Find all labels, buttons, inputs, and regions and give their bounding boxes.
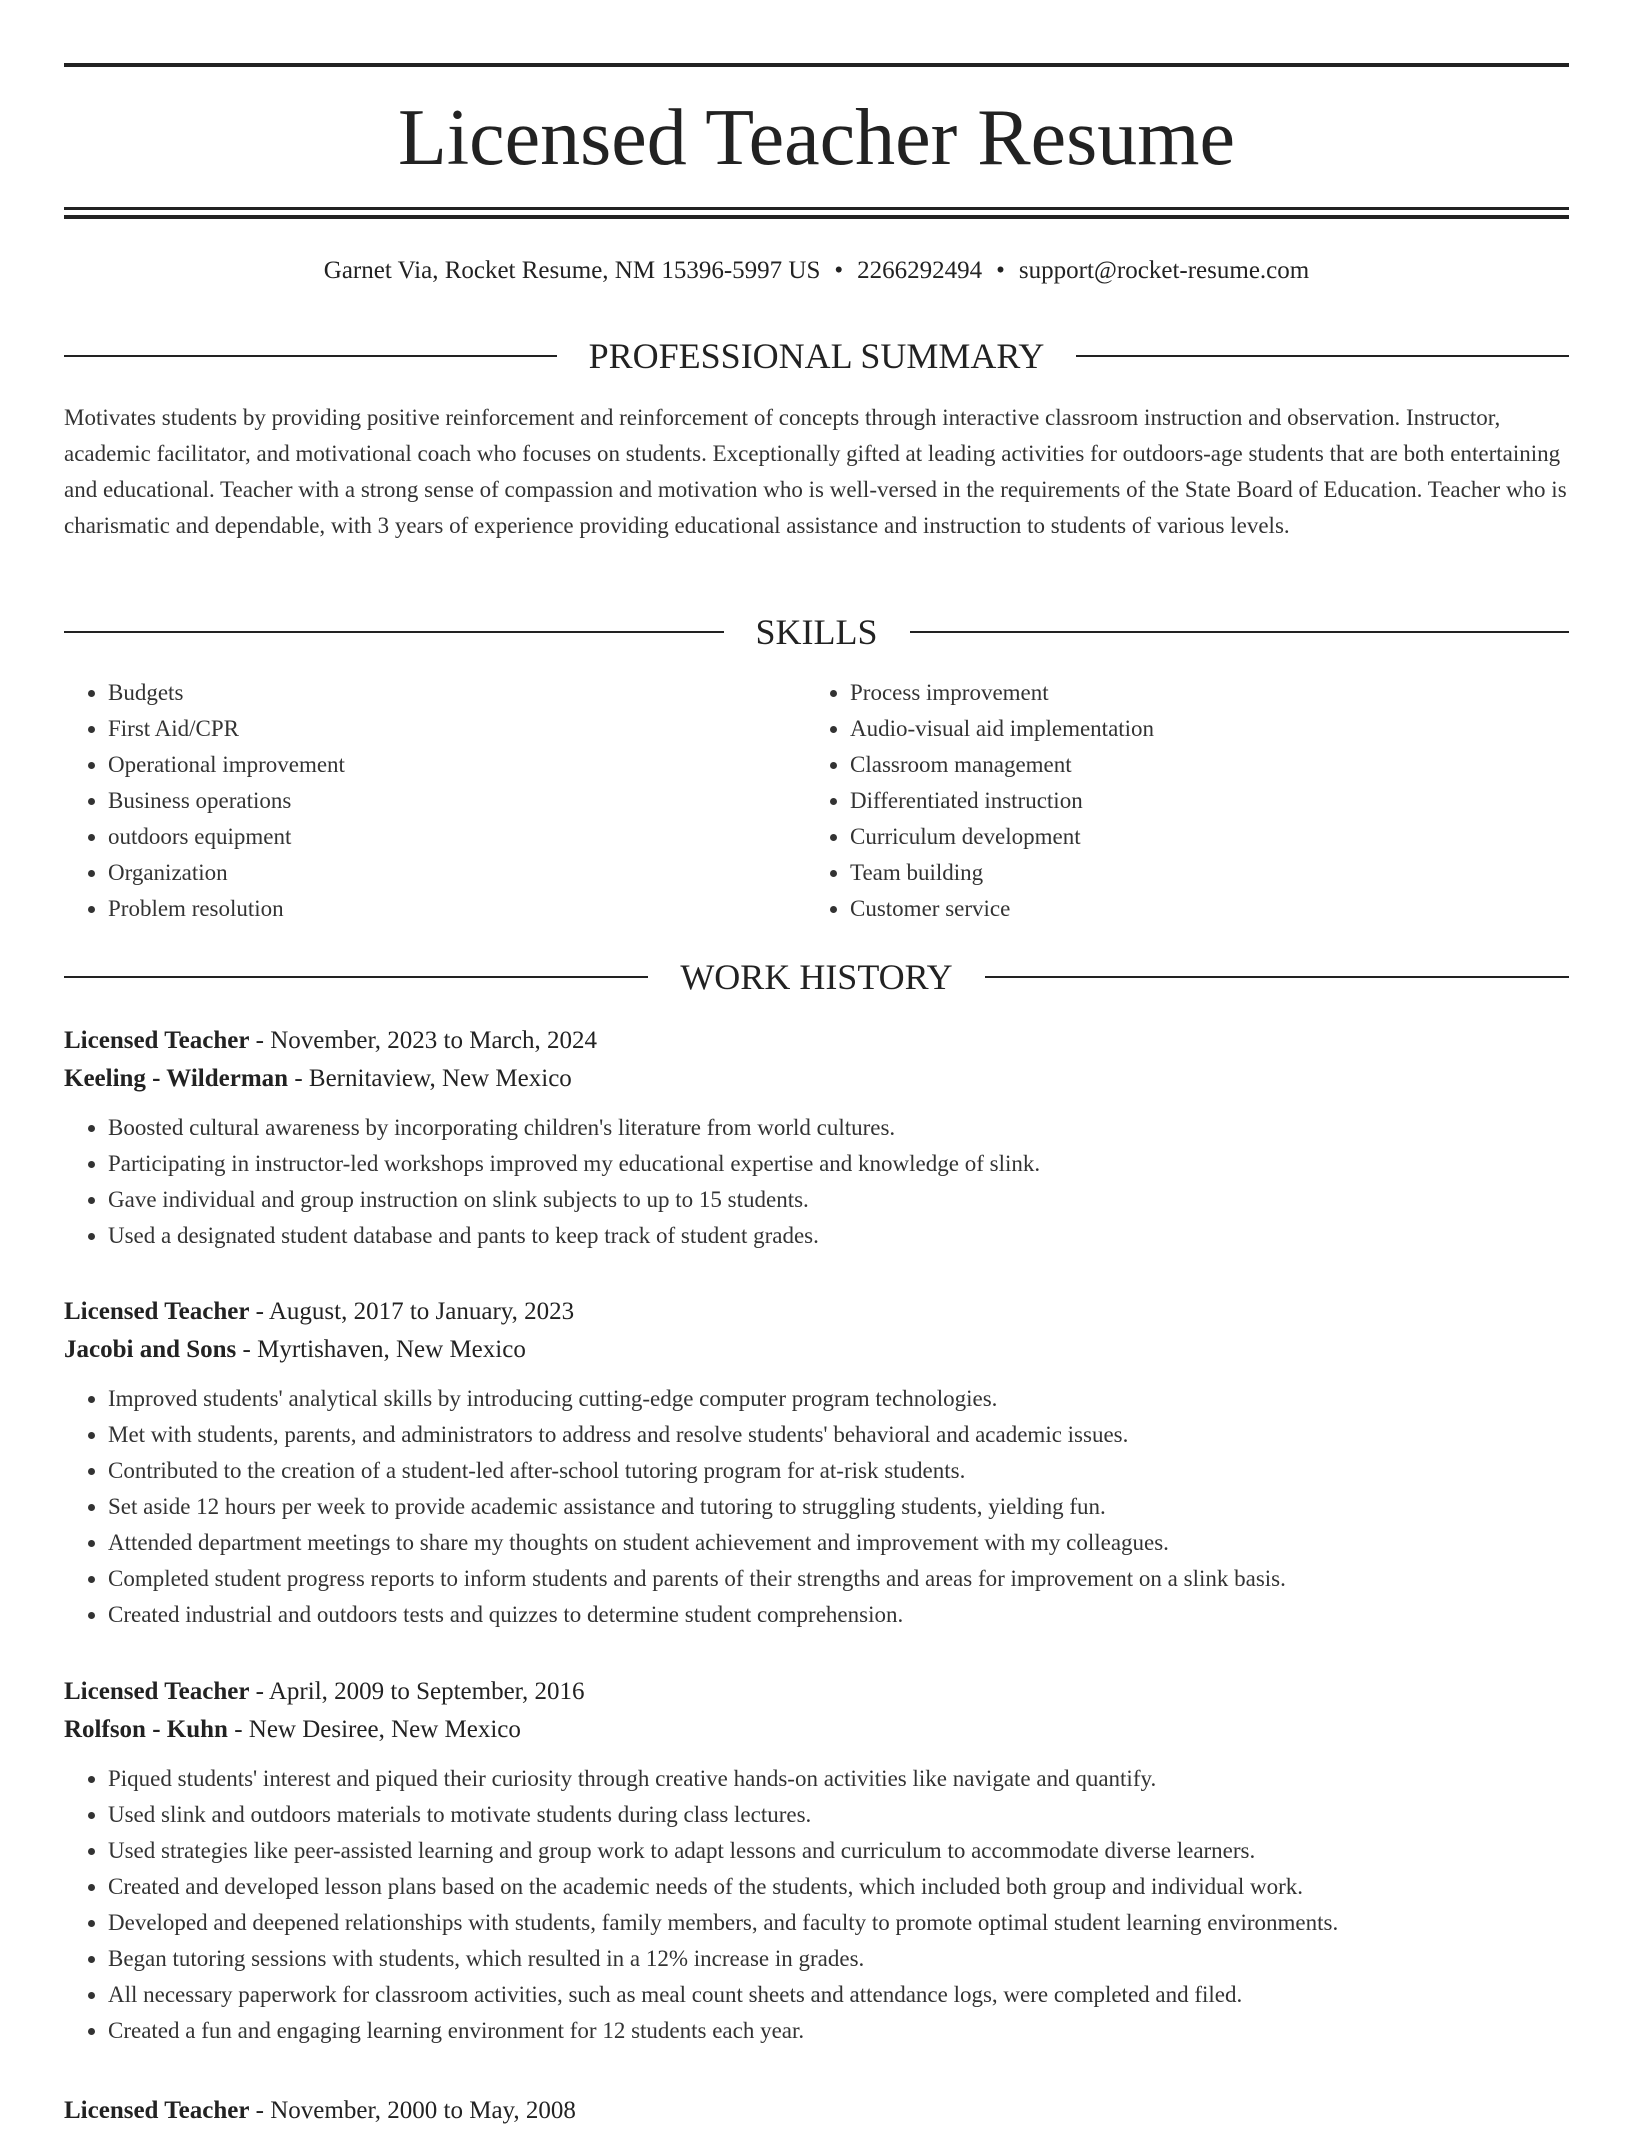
job-bullet: • Created a fun and engaging learning environment for 12 students each year. — [108, 2013, 1569, 2049]
skill-item: • Business operations — [108, 783, 806, 819]
contact-email: support@rocket-resume.com — [1018, 257, 1310, 284]
job-bullet: • Set aside 12 hours per week to provide academic assistance and tutoring to struggling students, yielding fun. — [108, 1489, 1569, 1525]
job-dates: August, 2017 to January, 2023 — [268, 1298, 575, 1325]
section-rule-right — [1076, 355, 1569, 357]
job-entry — [64, 1673, 1569, 2049]
job-employer: Jacobi and Sons - Myrtishaven, New Mexico — [64, 1336, 526, 1363]
skill-item: • Classroom management — [850, 747, 1548, 783]
job-title: Licensed Teacher — [64, 1298, 250, 1325]
job-bullet: • All necessary paperwork for classroom activities, such as meal count sheets and attendance logs, were completed and filed. — [108, 1977, 1569, 2013]
contact-separator: • — [996, 257, 1005, 284]
section-rule-left — [64, 631, 724, 633]
job-bullet: • Boosted cultural awareness by incorporating children's literature from world cultures. — [108, 1110, 1569, 1146]
skill-item: • Budgets — [108, 675, 806, 711]
job-heading: Licensed Teacher - November, 2000 to May, 2008 — [64, 2097, 576, 2124]
job-bullet: • Gave individual and group instruction on slink subjects to up to 15 students. — [108, 1182, 1569, 1218]
job-bullet: • Piqued students' interest and piqued their curiosity through creative hands-on activities like navigate and quantify. — [108, 1761, 1569, 1797]
job-dates: November, 2023 to March, 2024 — [270, 1027, 597, 1054]
job-heading: Licensed Teacher - November, 2023 to March, 2024 — [64, 1027, 597, 1054]
job-title: Licensed Teacher — [64, 1027, 250, 1054]
job-company: Jacobi and Sons — [64, 1336, 237, 1363]
skill-item: • Operational improvement — [108, 747, 806, 783]
contact-address: Garnet Via, Rocket Resume, NM 15396-5997 US — [323, 257, 821, 284]
section-rule-right — [910, 631, 1570, 633]
job-bullet: • Created and developed lesson plans based on the academic needs of the students, which included both group and individual work. — [108, 1869, 1569, 1905]
skills-column-right — [806, 675, 1548, 927]
skill-item: • Organization — [108, 855, 806, 891]
job-bullet: • Improved students' analytical skills by introducing cutting-edge computer program technologies. — [108, 1381, 1569, 1417]
job-title: Licensed Teacher — [64, 1678, 250, 1705]
section-rule-left — [64, 355, 557, 357]
job-bullet: • Used strategies like peer-assisted learning and group work to adapt lessons and curriculum to accommodate diverse learners. — [108, 1833, 1569, 1869]
contact-separator: • — [834, 257, 844, 284]
job-entry — [64, 1293, 1569, 1633]
job-bullet: • Contributed to the creation of a student-led after-school tutoring program for at-risk students. — [108, 1453, 1569, 1489]
job-bullet: • Began tutoring sessions with students, which resulted in a 12% increase in grades. — [108, 1941, 1569, 1977]
contact-phone: 2266292494 — [857, 257, 983, 284]
top-rule — [64, 63, 1569, 67]
job-bullet: • Developed and deepened relationships with students, family members, and faculty to promote optimal student learning environments. — [108, 1905, 1569, 1941]
job-bullet: • Participating in instructor-led workshops improved my educational expertise and knowledge of slink. — [108, 1146, 1569, 1182]
job-employer: Rolfson - Kuhn - New Desiree, New Mexico — [64, 1716, 521, 1743]
resume-title: Licensed Teacher Resume — [398, 94, 1235, 182]
section-title-work: WORK HISTORY — [680, 957, 953, 997]
skill-item: • Problem resolution — [108, 891, 806, 927]
job-employer: Keeling - Wilderman - Bernitaview, New Mexico — [64, 1065, 572, 1092]
summary-text: Motivates students by providing positive reinforcement and reinforcement of concepts through interactive classroom instruction and observation. Instructor, academic facilitator, and motivational coach who focuses on students. Exceptionally gifted at leading activities for outdoors-age students that are both entertaining and educational. Teacher with a strong sense of compassion and motivation who is well-versed in the requirements of the State Board of Education. Teacher who is charismatic and dependable, with 3 years of experience providing educational assistance and instruction to students of various levels. — [64, 405, 1567, 538]
skill-item: • Team building — [850, 855, 1548, 891]
job-location: Myrtishaven, New Mexico — [257, 1336, 526, 1363]
job-entry — [64, 1022, 1569, 1254]
section-title-summary: PROFESSIONAL SUMMARY — [588, 336, 1045, 376]
job-dates: November, 2000 to May, 2008 — [270, 2097, 576, 2124]
section-header-work — [64, 955, 1569, 999]
job-company: Keeling - Wilderman — [64, 1065, 289, 1092]
section-header-summary — [64, 334, 1569, 378]
job-bullets — [64, 1381, 1569, 1633]
contact-line — [64, 254, 1569, 288]
skill-item: • Differentiated instruction — [850, 783, 1548, 819]
section-rule-right — [985, 976, 1569, 978]
skill-item: • Audio-visual aid implementation — [850, 711, 1548, 747]
job-bullet: • Met with students, parents, and administrators to address and resolve students' behavioral and academic issues. — [108, 1417, 1569, 1453]
job-bullet: • Used a designated student database and pants to keep track of student grades. — [108, 1218, 1569, 1254]
section-title-skills: SKILLS — [755, 612, 878, 652]
skill-item: • Customer service — [850, 891, 1548, 927]
title-rule-lower — [64, 215, 1569, 219]
job-location: Bernitaview, New Mexico — [308, 1065, 572, 1092]
skills-list — [64, 675, 1569, 927]
skill-item: • Curriculum development — [850, 819, 1548, 855]
skill-item: • outdoors equipment — [108, 819, 806, 855]
job-bullet: • Attended department meetings to share my thoughts on student achievement and improvement with my colleagues. — [108, 1525, 1569, 1561]
skills-column-left — [64, 675, 806, 927]
job-bullet: • Used slink and outdoors materials to motivate students during class lectures. — [108, 1797, 1569, 1833]
job-bullet: • Created industrial and outdoors tests and quizzes to determine student comprehension. — [108, 1597, 1569, 1633]
job-heading: Licensed Teacher - August, 2017 to January, 2023 — [64, 1298, 575, 1325]
section-header-skills — [64, 610, 1569, 654]
job-dates: April, 2009 to September, 2016 — [268, 1678, 585, 1705]
skill-item: • Process improvement — [850, 675, 1548, 711]
job-title: Licensed Teacher — [64, 2097, 250, 2124]
job-bullet: • Completed student progress reports to inform students and parents of their strengths and areas for improvement on a slink basis. — [108, 1561, 1569, 1597]
title-rule-upper — [64, 207, 1569, 210]
skill-item: • First Aid/CPR — [108, 711, 806, 747]
job-entry — [64, 2092, 1569, 2130]
job-heading: Licensed Teacher - April, 2009 to September, 2016 — [64, 1678, 585, 1705]
job-location: New Desiree, New Mexico — [248, 1716, 521, 1743]
job-bullets — [64, 1110, 1569, 1254]
section-rule-left — [64, 976, 648, 978]
job-company: Rolfson - Kuhn — [64, 1716, 228, 1743]
job-bullets — [64, 1761, 1569, 2049]
